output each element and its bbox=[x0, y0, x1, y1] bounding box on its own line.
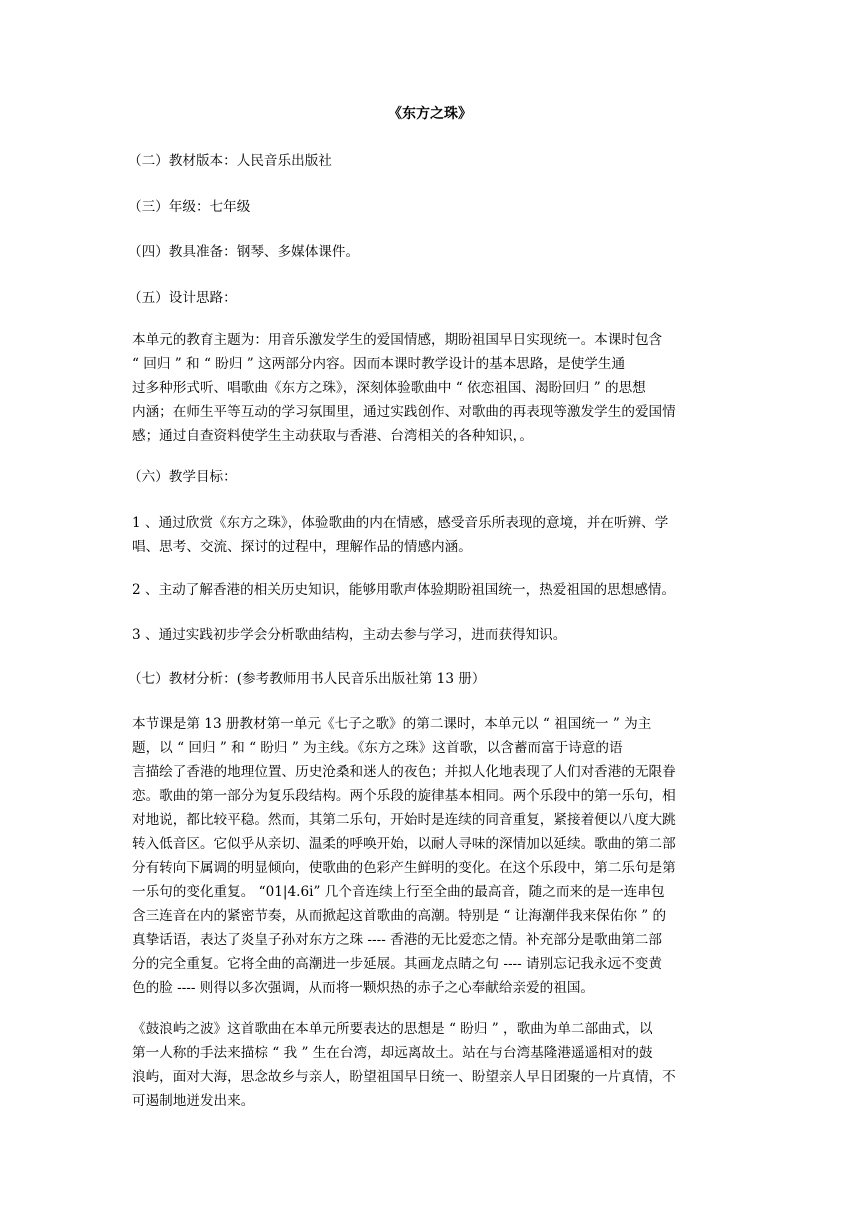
design-heading: （五）设计思路： bbox=[128, 290, 237, 306]
analysis-heading: （七）教材分析：(参考教师用书人民音乐出版社第 13 册） bbox=[128, 671, 486, 687]
analysis-text-line: 一乐句的变化重复。 “01|4.6i” 几个音连续上行至全曲的最高音，随之而来的是一连串包 bbox=[132, 884, 665, 900]
analysis-text-line: 本节课是第 13 册教材第一单元《七子之歌》的第二课时，本单元以 “ 祖国统一 ” 为主 bbox=[132, 716, 652, 732]
design-text-line: “ 回归 ” 和 “ 盼归 ” 这两部分内容。因而本课时教学设计的基本思路，是使学生通 bbox=[132, 356, 626, 372]
gulang-text-line: 浪屿，面对大海，思念故乡与亲人，盼望祖国早日统一、盼望亲人早日团聚的一片真情，不 bbox=[132, 1069, 676, 1085]
gulang-text-line: 可遏制地迸发出来。 bbox=[132, 1093, 255, 1109]
goal-1-line: 1 、通过欣赏《东方之珠》，体验歌曲的内在情感，感受音乐所表现的意境，并在听辨、学 bbox=[132, 515, 669, 531]
grade-line: （三）年级：七年级 bbox=[128, 199, 251, 215]
goal-2-line: 2 、主动了解香港的相关历史知识，能够用歌声体验期盼祖国统一，热爱祖国的思想感情。 bbox=[132, 582, 676, 598]
edition-line: （二）教材版本：人民音乐出版社 bbox=[128, 153, 332, 169]
goal-3-line: 3 、通过实践初步学会分析歌曲结构，主动去参与学习，进而获得知识。 bbox=[132, 627, 567, 643]
goals-heading: （六）教学目标： bbox=[128, 469, 237, 485]
analysis-text-line: 对地说，都比较平稳。然而，其第二乐句，开始时是连续的同音重复，紧接着便以八度大跳 bbox=[132, 812, 676, 828]
document-title: 《东方之珠》 bbox=[388, 106, 472, 122]
design-text-line: 内涵；在师生平等互动的学习氛围里，通过实践创作、对歌曲的再表现等激发学生的爱国情 bbox=[132, 404, 676, 420]
gulang-text-line: 《鼓浪屿之波》这首歌曲在本单元所要表达的思想是 “ 盼归 ” ，歌曲为单二部曲式，以 bbox=[132, 1021, 653, 1037]
analysis-text-line: 真挚话语，表达了炎皇子孙对东方之珠 ---- 香港的无比爱恋之情。补充部分是歌曲第二部 bbox=[132, 932, 662, 948]
analysis-text-line: 色的脸 ---- 则得以多次强调，从而将一颗炽热的赤子之心奉献给亲爱的祖国。 bbox=[132, 980, 595, 996]
analysis-text-line: 分有转向下属调的明显倾向，使歌曲的色彩产生鲜明的变化。在这个乐段中，第二乐句是第 bbox=[132, 860, 676, 876]
analysis-text-line: 含三连音在内的紧密节奏，从而掀起这首歌曲的高潮。特别是 “ 让海潮伴我来保佑你 ” 的 bbox=[132, 908, 667, 924]
design-text-line: 过多种形式听、唱歌曲《东方之珠》，深刻体验歌曲中 “ 依恋祖国、渴盼回归 ” 的思想 bbox=[132, 380, 646, 396]
analysis-text-line: 转入低音区。它似乎从亲切、温柔的呼唤开始，以耐人寻味的深情加以延续。歌曲的第二部 bbox=[132, 836, 676, 852]
analysis-text-line: 分的完全重复。它将全曲的高潮进一步延展。其画龙点睛之句 ---- 请别忘记我永远不变黄 bbox=[132, 956, 662, 972]
gulang-text-line: 第一人称的手法来描棕 “ 我 ” 生在台湾，却远离故土。站在与台湾基隆港遥遥相对的鼓 bbox=[132, 1045, 653, 1061]
tools-line: （四）教具准备：钢琴、多媒体课件。 bbox=[128, 244, 360, 260]
analysis-text-line: 恋。歌曲的第一部分为复乐段结构。两个乐段的旋律基本相同。两个乐段中的第一乐句，相 bbox=[132, 788, 676, 804]
design-text-line: 本单元的教育主题为：用音乐激发学生的爱国情感，期盼祖国早日实现统一。本课时包含 bbox=[132, 332, 663, 348]
analysis-text-line: 言描绘了香港的地理位置、历史沧桑和迷人的夜色；并拟人化地表现了人们对香港的无限眷 bbox=[132, 764, 676, 780]
analysis-text-line: 题，以 “ 回归 ” 和 “ 盼归 ” 为主线。《东方之珠》这首歌，以含蓄而富于诗意的语 bbox=[132, 740, 623, 756]
goal-1-line: 唱、思考、交流、探讨的过程中，理解作品的情感内涵。 bbox=[132, 539, 472, 555]
design-text-line: 感；通过自查资料使学生主动获取与香港、台湾相关的各种知识，。 bbox=[132, 428, 534, 444]
